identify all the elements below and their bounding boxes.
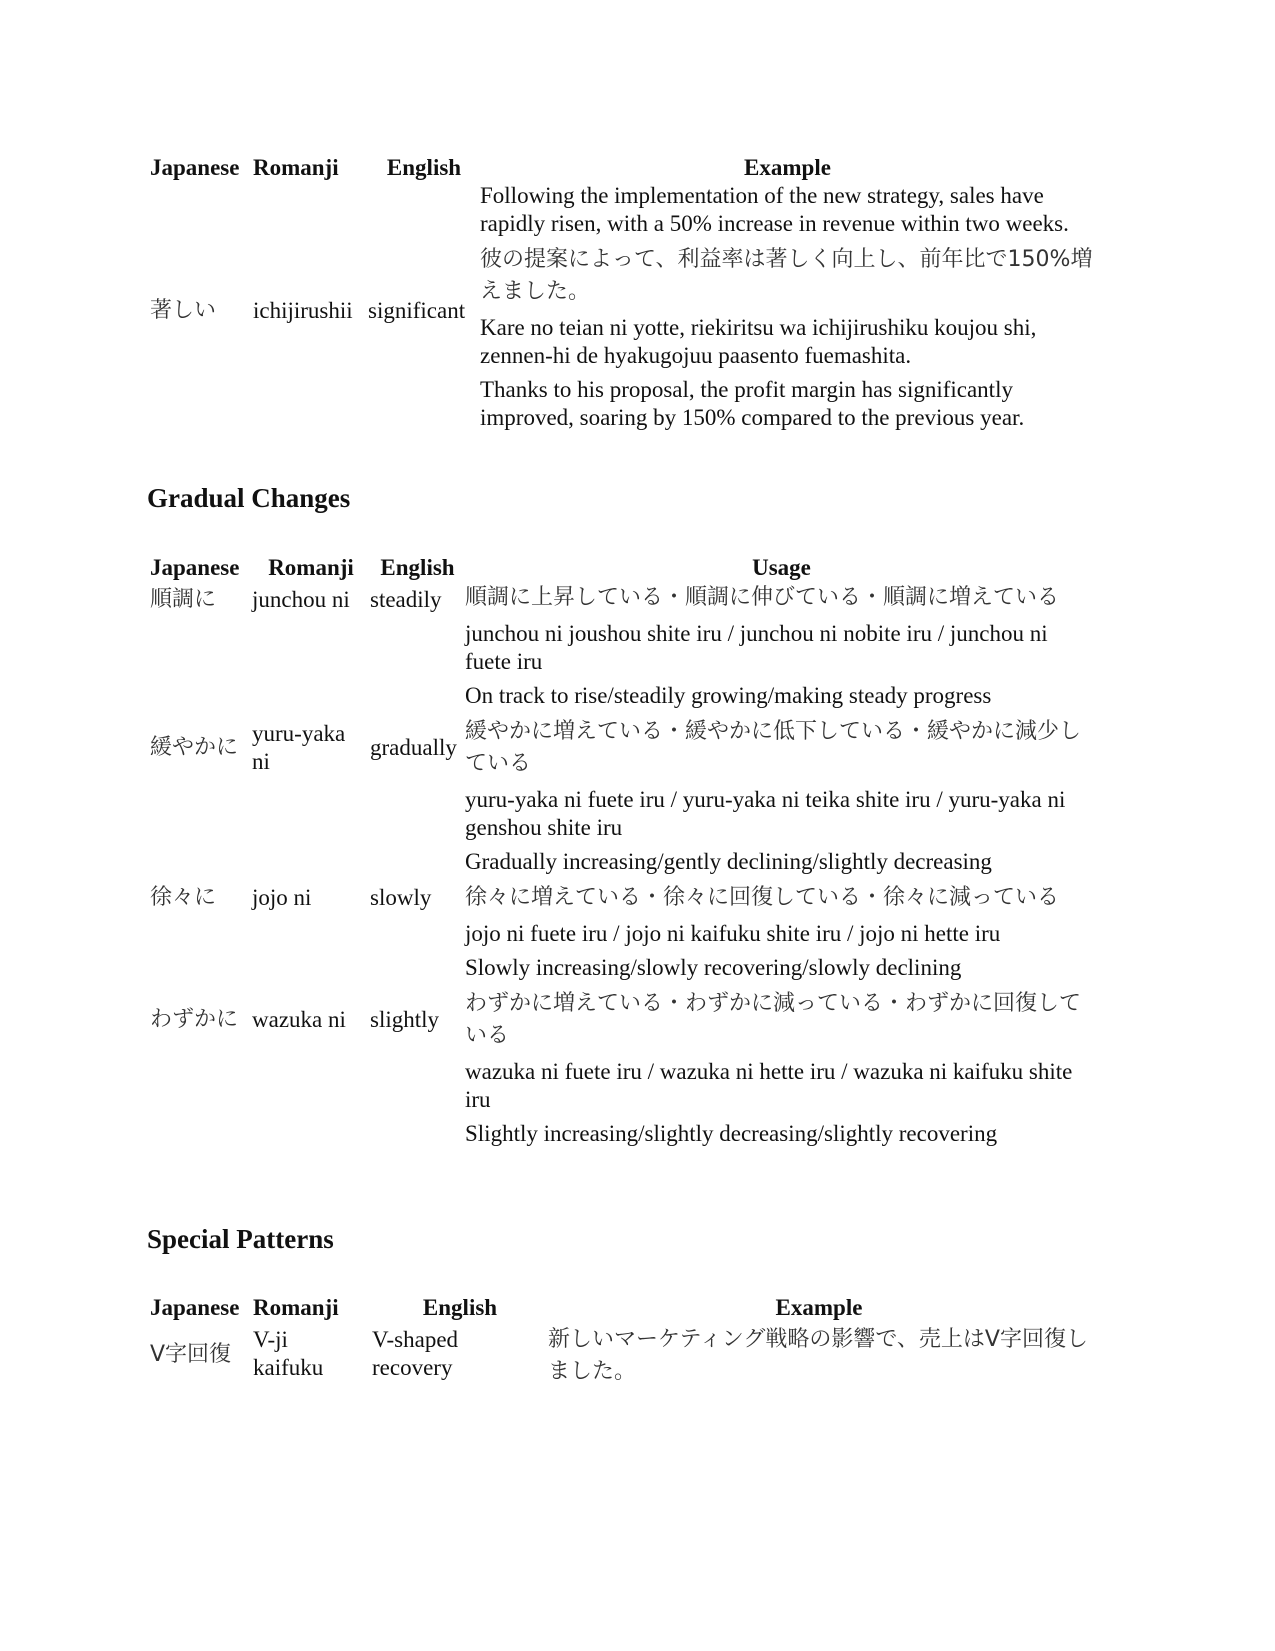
english-cell: slightly [370,1007,440,1032]
usage-japanese: 徐々に増えている・徐々に回復している・徐々に減っている [465,885,1060,910]
romanji-cell: wazuka ni [252,1007,346,1032]
usage-english: Slowly increasing/slowly recovering/slowly declining [465,955,962,980]
header-example: Example [744,155,831,180]
empty-cell [150,783,465,845]
header-romanji: Romanji [268,555,354,580]
japanese-cell: 順調に [150,586,217,612]
empty-cell [150,845,465,879]
table-row [150,845,1098,879]
special-patterns-table [150,1286,1090,1388]
english-cell: V-shaped recovery [372,1327,459,1380]
table-row [150,985,1098,1055]
japanese-cell: V字回復 [150,1342,232,1367]
table-row [150,879,1098,917]
header-japanese: Japanese [150,1295,240,1320]
usage-romanji: wazuka ni fuete iru / wazuka ni hette iru / wazuka ni kaifuku shite iru [465,1059,1073,1112]
header-japanese: Japanese [150,555,240,580]
usage-english: Slightly increasing/slightly decreasing/slightly recovering [465,1121,998,1146]
usage-english: On track to rise/steadily growing/making steady progress [465,683,992,708]
table-row [150,679,1098,713]
usage-japanese: わずかに増えている・わずかに減っている・わずかに回復している [465,991,1082,1048]
romanji-cell: ichijirushii [253,297,353,323]
english-cell: steadily [370,586,442,612]
table-row [150,1117,1098,1151]
example-romanji: Kare no teian ni yotte, riekiritsu wa ichijirushiku koujou shi, zennen-hi de hyakugojuu paasento fuemashita. [480,315,1037,368]
empty-cell [150,951,465,985]
usage-romanji: jojo ni fuete iru / jojo ni kaifuku shite iru / jojo ni hette iru [465,921,1001,946]
section-heading-special-patterns: Special Patterns [147,1224,334,1254]
romanji-cell: V-ji kaifuku [253,1327,324,1380]
romanji-cell: junchou ni [252,586,350,612]
header-english: English [422,1295,498,1320]
japanese-cell: 著しい [150,297,217,323]
table-header-row [150,146,1095,182]
example-translation: Thanks to his proposal, the profit margin has significantly improved, soaring by 150% compared to the previous year. [480,377,1025,430]
japanese-cell: 徐々に [150,885,217,910]
table-row [150,582,1098,617]
usage-english: Gradually increasing/gently declining/slightly decreasing [465,849,992,874]
japanese-cell: 緩やかに [150,735,239,760]
example-japanese: 彼の提案によって、利益率は著しく向上し、前年比で150%増えました。 [480,247,1093,304]
header-usage: Usage [752,555,811,580]
empty-cell [150,679,465,713]
example-japanese: 新しいマーケティング戦略の影響で、売上はV字回復しました。 [548,1327,1088,1384]
empty-cell [150,917,465,951]
usage-japanese: 緩やかに増えている・緩やかに低下している・緩やかに減少している [465,719,1082,776]
table-row [150,617,1098,679]
romanji-cell: yuru-yaka ni [252,721,346,774]
table-row [150,951,1098,985]
header-english: English [386,155,462,180]
header-example: Example [775,1295,863,1320]
header-japanese: Japanese [150,155,240,180]
table-header-row [150,546,1098,582]
gradual-changes-table [150,546,1098,1151]
romanji-cell: jojo ni [252,885,312,910]
example-english-intro: Following the implementation of the new strategy, sales have rapidly risen, with a 50% increase in revenue within two weeks. [480,183,1069,236]
empty-cell [150,617,465,679]
usage-romanji: junchou ni joushou shite iru / junchou ni nobite iru / junchou ni fuete iru [465,621,1048,674]
table-row [150,1055,1098,1117]
table-row [150,917,1098,951]
table-row [150,1322,1090,1388]
japanese-cell: わずかに [150,1007,239,1032]
table-row [150,182,1095,241]
significant-table [150,146,1095,435]
table-row [150,713,1098,783]
header-romanji: Romanji [253,1295,339,1320]
header-romanji: Romanji [253,155,339,180]
english-cell: slowly [370,885,432,910]
empty-cell [150,1117,465,1151]
section-heading-gradual-changes: Gradual Changes [147,483,351,513]
table-row [150,783,1098,845]
english-cell: gradually [370,735,457,760]
english-cell: significant [368,297,466,323]
table-header-row [150,1286,1090,1322]
usage-romanji: yuru-yaka ni fuete iru / yuru-yaka ni teika shite iru / yuru-yaka ni genshou shite iru [465,787,1066,840]
usage-japanese: 順調に上昇している・順調に伸びている・順調に増えている [465,585,1060,610]
empty-cell [150,1055,465,1117]
header-english: English [380,555,455,580]
